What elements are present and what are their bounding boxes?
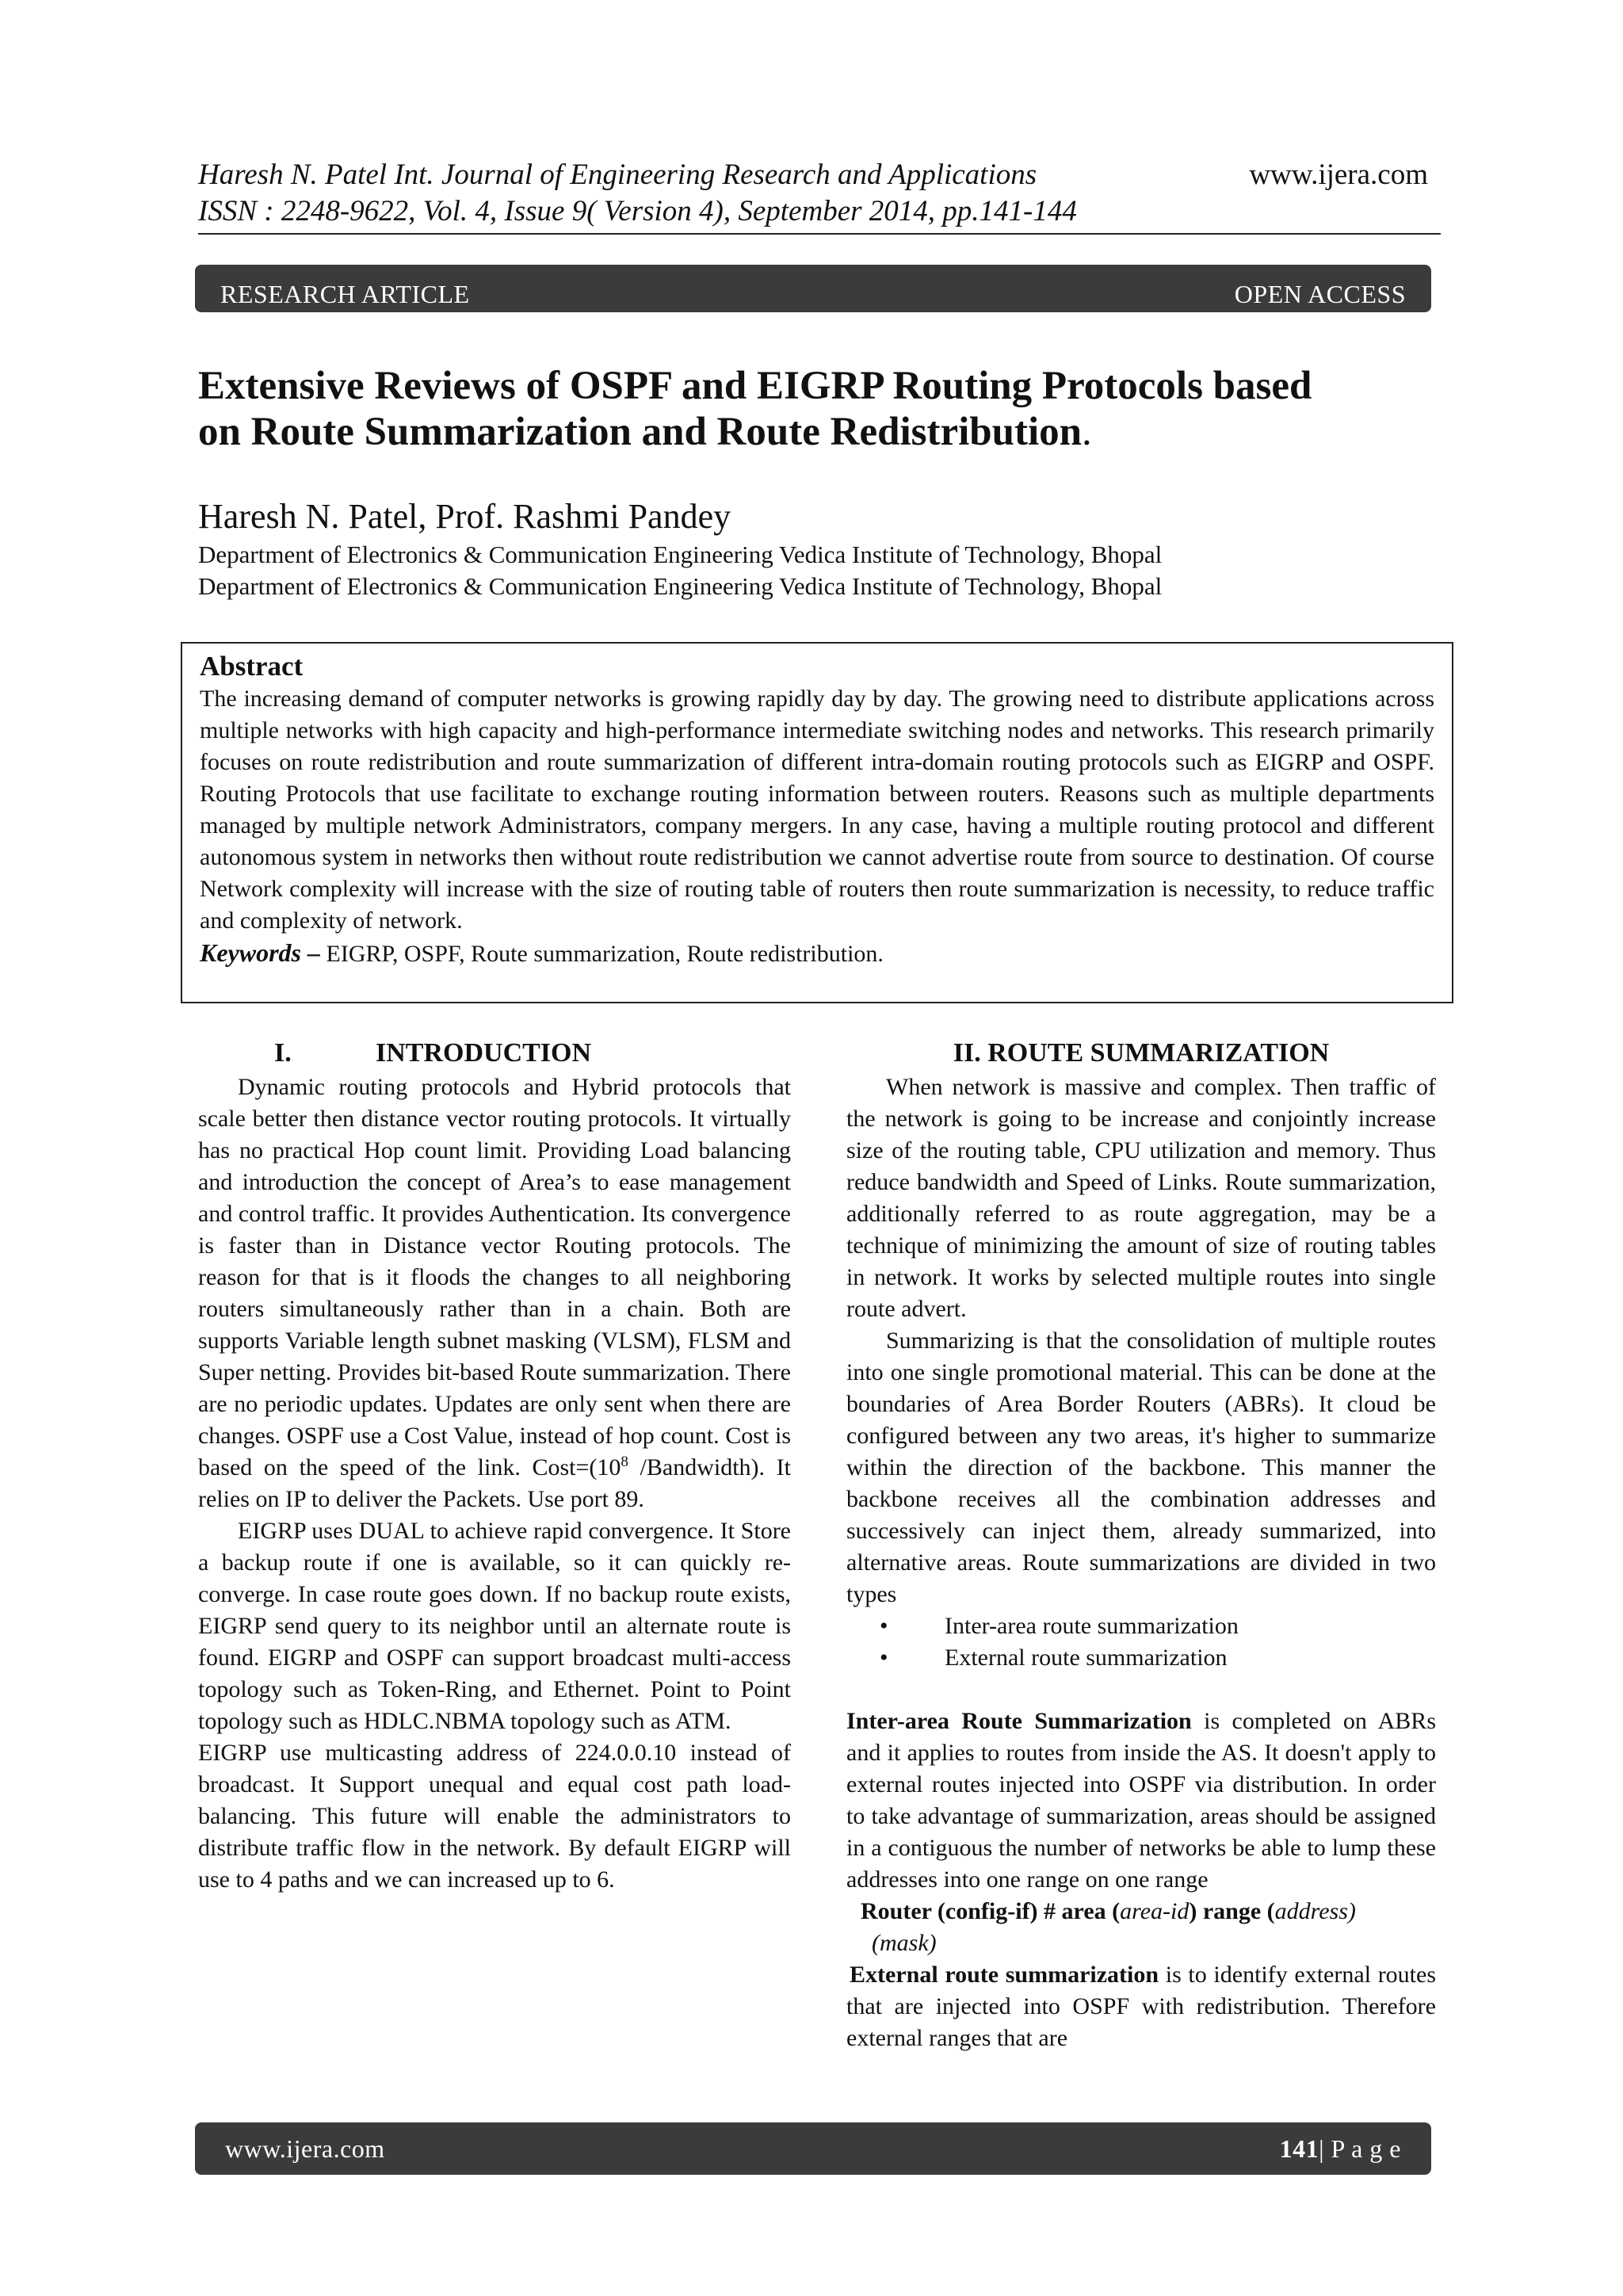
- list-item: • Inter-area route summarization: [846, 1610, 1436, 1642]
- route-summarization-heading: II. ROUTE SUMMARIZATION: [953, 1038, 1330, 1068]
- inter-area-paragraph: [846, 1706, 1436, 1896]
- header-divider: [198, 233, 1441, 235]
- introduction-heading: [198, 1035, 791, 1072]
- research-article-label: RESEARCH ARTICLE: [220, 279, 470, 308]
- abstract-text: The increasing demand of computer networks is growing rapidly day by day. The growing need to distribute applications across multiple networks with high capacity and high-performance intermediate switching nodes and networks. This research primarily focuses on route redistribution and route summarization of different intra-domain routing protocols such as EIGRP and OSPF. Routing Protocols that use facilitate to exchange routing information between routers. Reasons such as multiple departments managed by multiple network Administrators, company mergers. In any case, having a multiple routing protocol and different autonomous system in networks then without route redistribution we cannot advertise route from source to destination. Of course Network complexity will increase with the size of routing table of routers then route summarization is necessity, to reduce traffic and complexity of network.: [200, 686, 1434, 934]
- journal-website: www.ijera.com: [1249, 159, 1428, 191]
- title-period: .: [1082, 410, 1092, 454]
- page-label: | P a g e: [1319, 2134, 1401, 2163]
- summarization-paragraph-1: When network is massive and complex. Then traffic of the network is going to be increase and conjointly increase size of the routing table, CPU utilization and memory. Thus reduce bandwidth and Speed of Links. Route summarization, additionally referred to as route aggregation, may be a technique of minimizing the amount of size of routing tables in network. It works by selected multiple routes into single route advert.: [846, 1074, 1436, 1322]
- external-label: External route summarization: [850, 1962, 1159, 1988]
- summarization-types-list: [846, 1610, 1436, 1674]
- command-part-c: ) range (: [1189, 1898, 1275, 1924]
- keywords-line: [200, 937, 1434, 970]
- inter-area-text: is completed on ABRs and it applies to routes from inside the AS. It doesn't apply to external routes injected into OSPF via distribution. In order to take advantage of summarization, areas should be assigned in a contiguous the number of networks be able to lump these addresses into one range on one range: [846, 1708, 1436, 1893]
- page-number-value: 141: [1279, 2134, 1319, 2163]
- summarization-paragraph-2: Summarizing is that the consolidation of multiple routes into one single promotional material. This can be done at the boundaries of Area Border Routers (ABRs). It cloud be configured between any two areas, it's higher to summarize within the direction of the backbone. This manner the backbone receives all the combination addresses and successively can inject them, already summarized, into alternative areas. Route summarizations are divided in two types: [846, 1328, 1436, 1607]
- title-line-1: Extensive Reviews of OSPF and EIGRP Routing Protocols based: [198, 364, 1312, 408]
- router-command: [846, 1896, 1436, 1927]
- title-line-2: on Route Summarization and Route Redistribution: [198, 410, 1083, 454]
- intro-paragraph-2: EIGRP uses DUAL to achieve rapid convergence. It Store a backup route if one is available, so it can quickly re-converge. In case route goes down. If no backup route exists, EIGRP send query to its neighbor until an alternate route is found. EIGRP and OSPF can support broadcast multi-access topology such as Token-Ring, and Ethernet. Point to Point topology such as HDLC.NBMA topology such as ATM.: [198, 1518, 791, 1734]
- spacer: [846, 1674, 1436, 1706]
- exponent: 8: [621, 1454, 628, 1470]
- keywords-label: Keywords –: [200, 938, 320, 967]
- open-access-label: OPEN ACCESS: [1234, 279, 1406, 308]
- article-type-banner: [195, 265, 1431, 312]
- intro-paragraph-3: EIGRP use multicasting address of 224.0.0.10 instead of broadcast. It Support unequal and equal cost path load-balancing. This future will enable the administrators to distribute traffic flow in the network. By default EIGRP will use to 4 paths and we can increased up to 6.: [198, 1740, 791, 1893]
- intro-text-part-1: Dynamic routing protocols and Hybrid protocols that scale better then distance vector routing protocols. It virtually has no practical Hop count limit. Providing Load balancing and introduction the concept of Area’s to ease management and control traffic. It provides Authentication. Its convergence is faster than in Distance vector Routing protocols. The reason for that is it floods the changes to all neighboring routers simultaneously rather than in a chain. Both are supports Variable length subnet masking (VLSM), FLSM and Super netting. Provides bit-based Route summarization. There are no periodic updates. Updates are only sent when there are changes. OSPF use a Cost Value, instead of hop count. Cost is based on the speed of the link. Cost=(10: [198, 1074, 791, 1480]
- external-paragraph: [846, 1959, 1436, 2054]
- section-number: I.: [274, 1038, 292, 1068]
- keywords-text: EIGRP, OSPF, Route summarization, Route redistribution.: [320, 941, 884, 967]
- page-footer: [195, 2122, 1431, 2175]
- issn-line: ISSN : 2248-9622, Vol. 4, Issue 9( Version 4), September 2014, pp.141-144: [198, 195, 1077, 227]
- router-command-mask: (mask): [872, 1930, 937, 1956]
- paper-title: [198, 363, 1450, 455]
- external-text: is to identify external routes that are injected into OSPF with redistribution. Therefore external ranges that are: [846, 1962, 1437, 2051]
- abstract-box: [181, 642, 1453, 1003]
- command-part-b: area-id: [1120, 1898, 1190, 1924]
- author-list: Haresh N. Patel, Prof. Rashmi Pandey: [198, 497, 731, 536]
- command-part-d: address): [1274, 1898, 1356, 1924]
- section-title: INTRODUCTION: [376, 1038, 592, 1068]
- inter-area-label: Inter-area Route Summarization: [846, 1708, 1192, 1734]
- list-item: • External route summarization: [846, 1642, 1436, 1674]
- footer-website: www.ijera.com: [225, 2134, 385, 2163]
- command-part-a: Router (config-if) # area (: [861, 1898, 1121, 1924]
- intro-paragraph-1: [198, 1072, 791, 1515]
- affiliation-1: Department of Electronics & Communication Engineering Vedica Institute of Technology, Bhopal: [198, 541, 1163, 568]
- intro-text-part-2: /Bandwidth). It relies on IP to deliver the Packets. Use port 89.: [198, 1454, 791, 1512]
- journal-header: Haresh N. Patel Int. Journal of Engineering Research and Applications: [198, 159, 1037, 191]
- right-column: [846, 1035, 1436, 2054]
- abstract-heading: Abstract: [200, 651, 304, 682]
- affiliation-2: Department of Electronics & Communication Engineering Vedica Institute of Technology, Bhopal: [198, 572, 1163, 600]
- left-column: [198, 1035, 791, 1896]
- page-number: [1280, 2134, 1401, 2164]
